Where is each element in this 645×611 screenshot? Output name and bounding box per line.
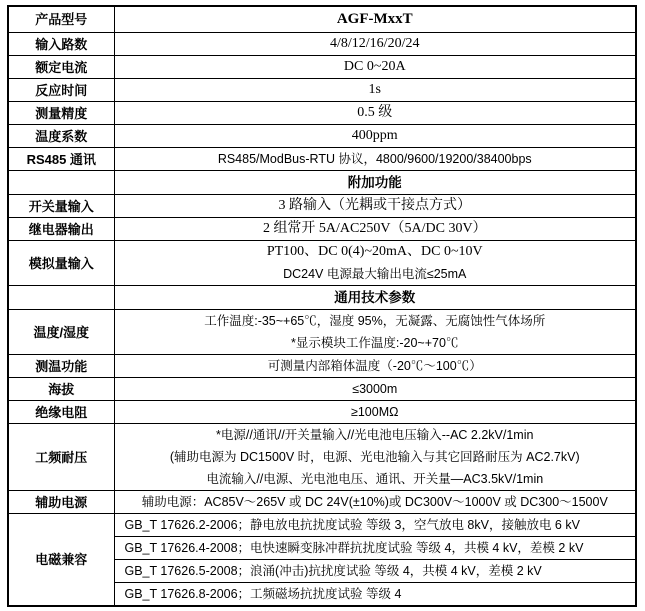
value-line: GB_T 17626.2-2006；静电放电抗扰度试验 等级 3，空气放电 8kV，接触放电 6 kV [124, 518, 580, 532]
value-line: RS485/ModBus-RTU 协议，4800/9600/19200/38400bps [217, 152, 532, 166]
value-line: 2 组常开 5A/AC250V（5A/DC 30V） [262, 221, 487, 236]
row-label: 额定电流 [8, 56, 114, 79]
table-row [8, 125, 636, 148]
row-label: RS485 通讯 [8, 148, 114, 171]
row-label: 绝缘电阻 [8, 401, 114, 424]
value-line: 电流输入//电源、光电池电压、通讯、开关量—AC3.5kV/1min [206, 472, 544, 486]
table-row [8, 79, 636, 102]
row-label [8, 171, 114, 195]
row-label: 海拔 [8, 378, 114, 401]
table-row [8, 424, 636, 491]
table-row [8, 378, 636, 401]
row-label: 输入路数 [8, 33, 114, 56]
value-line: 0.5 级 [357, 105, 393, 120]
row-label [8, 286, 114, 310]
value-line: 辅助电源：AC85V～265V 或 DC 24V(±10%)或 DC300V～1000V 或 DC300～1500V [141, 495, 608, 509]
row-label: 工频耐压 [8, 424, 114, 491]
value-line: 3 路输入（光耦或干接点方式） [278, 198, 471, 213]
table-row [8, 310, 636, 355]
row-label: 继电器输出 [8, 218, 114, 241]
value-line: ≤3000m [352, 382, 398, 396]
table-row [8, 148, 636, 171]
row-value [114, 33, 636, 56]
row-label: 测温功能 [8, 355, 114, 378]
row-label: 产品型号 [8, 6, 114, 33]
row-value [114, 148, 636, 171]
value-line: 1s [368, 82, 381, 97]
value-line: GB_T 17626.8-2006；工频磁场抗扰度试验 等级 4 [124, 587, 402, 601]
value-line: PT100、DC 0(4)~20mA、DC 0~10V [266, 244, 483, 259]
row-value [114, 355, 636, 378]
row-value [114, 424, 636, 491]
row-value [114, 79, 636, 102]
table-row [8, 195, 636, 218]
value-line: *显示模块工作温度:-20~+70℃ [291, 336, 459, 350]
row-value [114, 125, 636, 148]
row-label: 温度/湿度 [8, 310, 114, 355]
table-row [8, 514, 636, 537]
row-value [114, 401, 636, 424]
table-row [8, 33, 636, 56]
row-label: 辅助电源 [8, 491, 114, 514]
row-value [114, 378, 636, 401]
section-header-row [8, 286, 636, 310]
value-line: GB_T 17626.4-2008；电快速瞬变脉冲群抗扰度试验 等级 4，共模 4 kV，差模 2 kV [124, 541, 584, 555]
spec-table [7, 5, 637, 607]
value-line: AGF-MxxT [336, 11, 413, 27]
value-line: (辅助电源为 DC1500V 时，电源、光电池输入与其它回路耐压为 AC2.7kV) [169, 450, 580, 464]
value-line: 通用技术参数 [334, 290, 416, 305]
row-value [114, 583, 636, 607]
row-label: 模拟量输入 [8, 241, 114, 286]
value-line: 4/8/12/16/20/24 [330, 36, 420, 51]
row-value [114, 102, 636, 125]
value-line: DC24V 电源最大输出电流≤25mA [283, 267, 467, 281]
table-row [8, 102, 636, 125]
row-label: 电磁兼容 [8, 514, 114, 607]
row-value [114, 560, 636, 583]
row-value [114, 218, 636, 241]
row-value [114, 195, 636, 218]
row-value [114, 171, 636, 195]
row-value [114, 537, 636, 560]
table-row [8, 491, 636, 514]
value-line: 工作温度:-35~+65℃，湿度 95%，无凝露、无腐蚀性气体场所 [204, 314, 546, 328]
row-value [114, 491, 636, 514]
table-row [8, 355, 636, 378]
value-line: 附加功能 [347, 175, 402, 190]
section-header-row [8, 171, 636, 195]
row-value [114, 241, 636, 286]
value-line: DC 0~20A [343, 59, 406, 74]
value-line: 400ppm [351, 128, 398, 143]
table-row [8, 241, 636, 286]
row-value [114, 56, 636, 79]
value-line: 可测量内部箱体温度（-20℃～100℃） [267, 359, 482, 373]
row-value [114, 310, 636, 355]
table-row [8, 56, 636, 79]
table-row [8, 401, 636, 424]
row-value [114, 514, 636, 537]
spec-table-body [8, 6, 636, 606]
table-row [8, 218, 636, 241]
row-label: 反应时间 [8, 79, 114, 102]
table-row [8, 6, 636, 33]
value-line: ≥100MΩ [351, 405, 399, 419]
value-line: GB_T 17626.5-2008；浪涌(冲击)抗扰度试验 等级 4，共模 4 kV，差模 2 kV [124, 564, 542, 578]
row-label: 温度系数 [8, 125, 114, 148]
value-line: *电源//通讯//开关量输入//光电池电压输入--AC 2.2kV/1min [216, 428, 534, 442]
row-value [114, 6, 636, 33]
row-label: 测量精度 [8, 102, 114, 125]
row-label: 开关量输入 [8, 195, 114, 218]
row-value [114, 286, 636, 310]
